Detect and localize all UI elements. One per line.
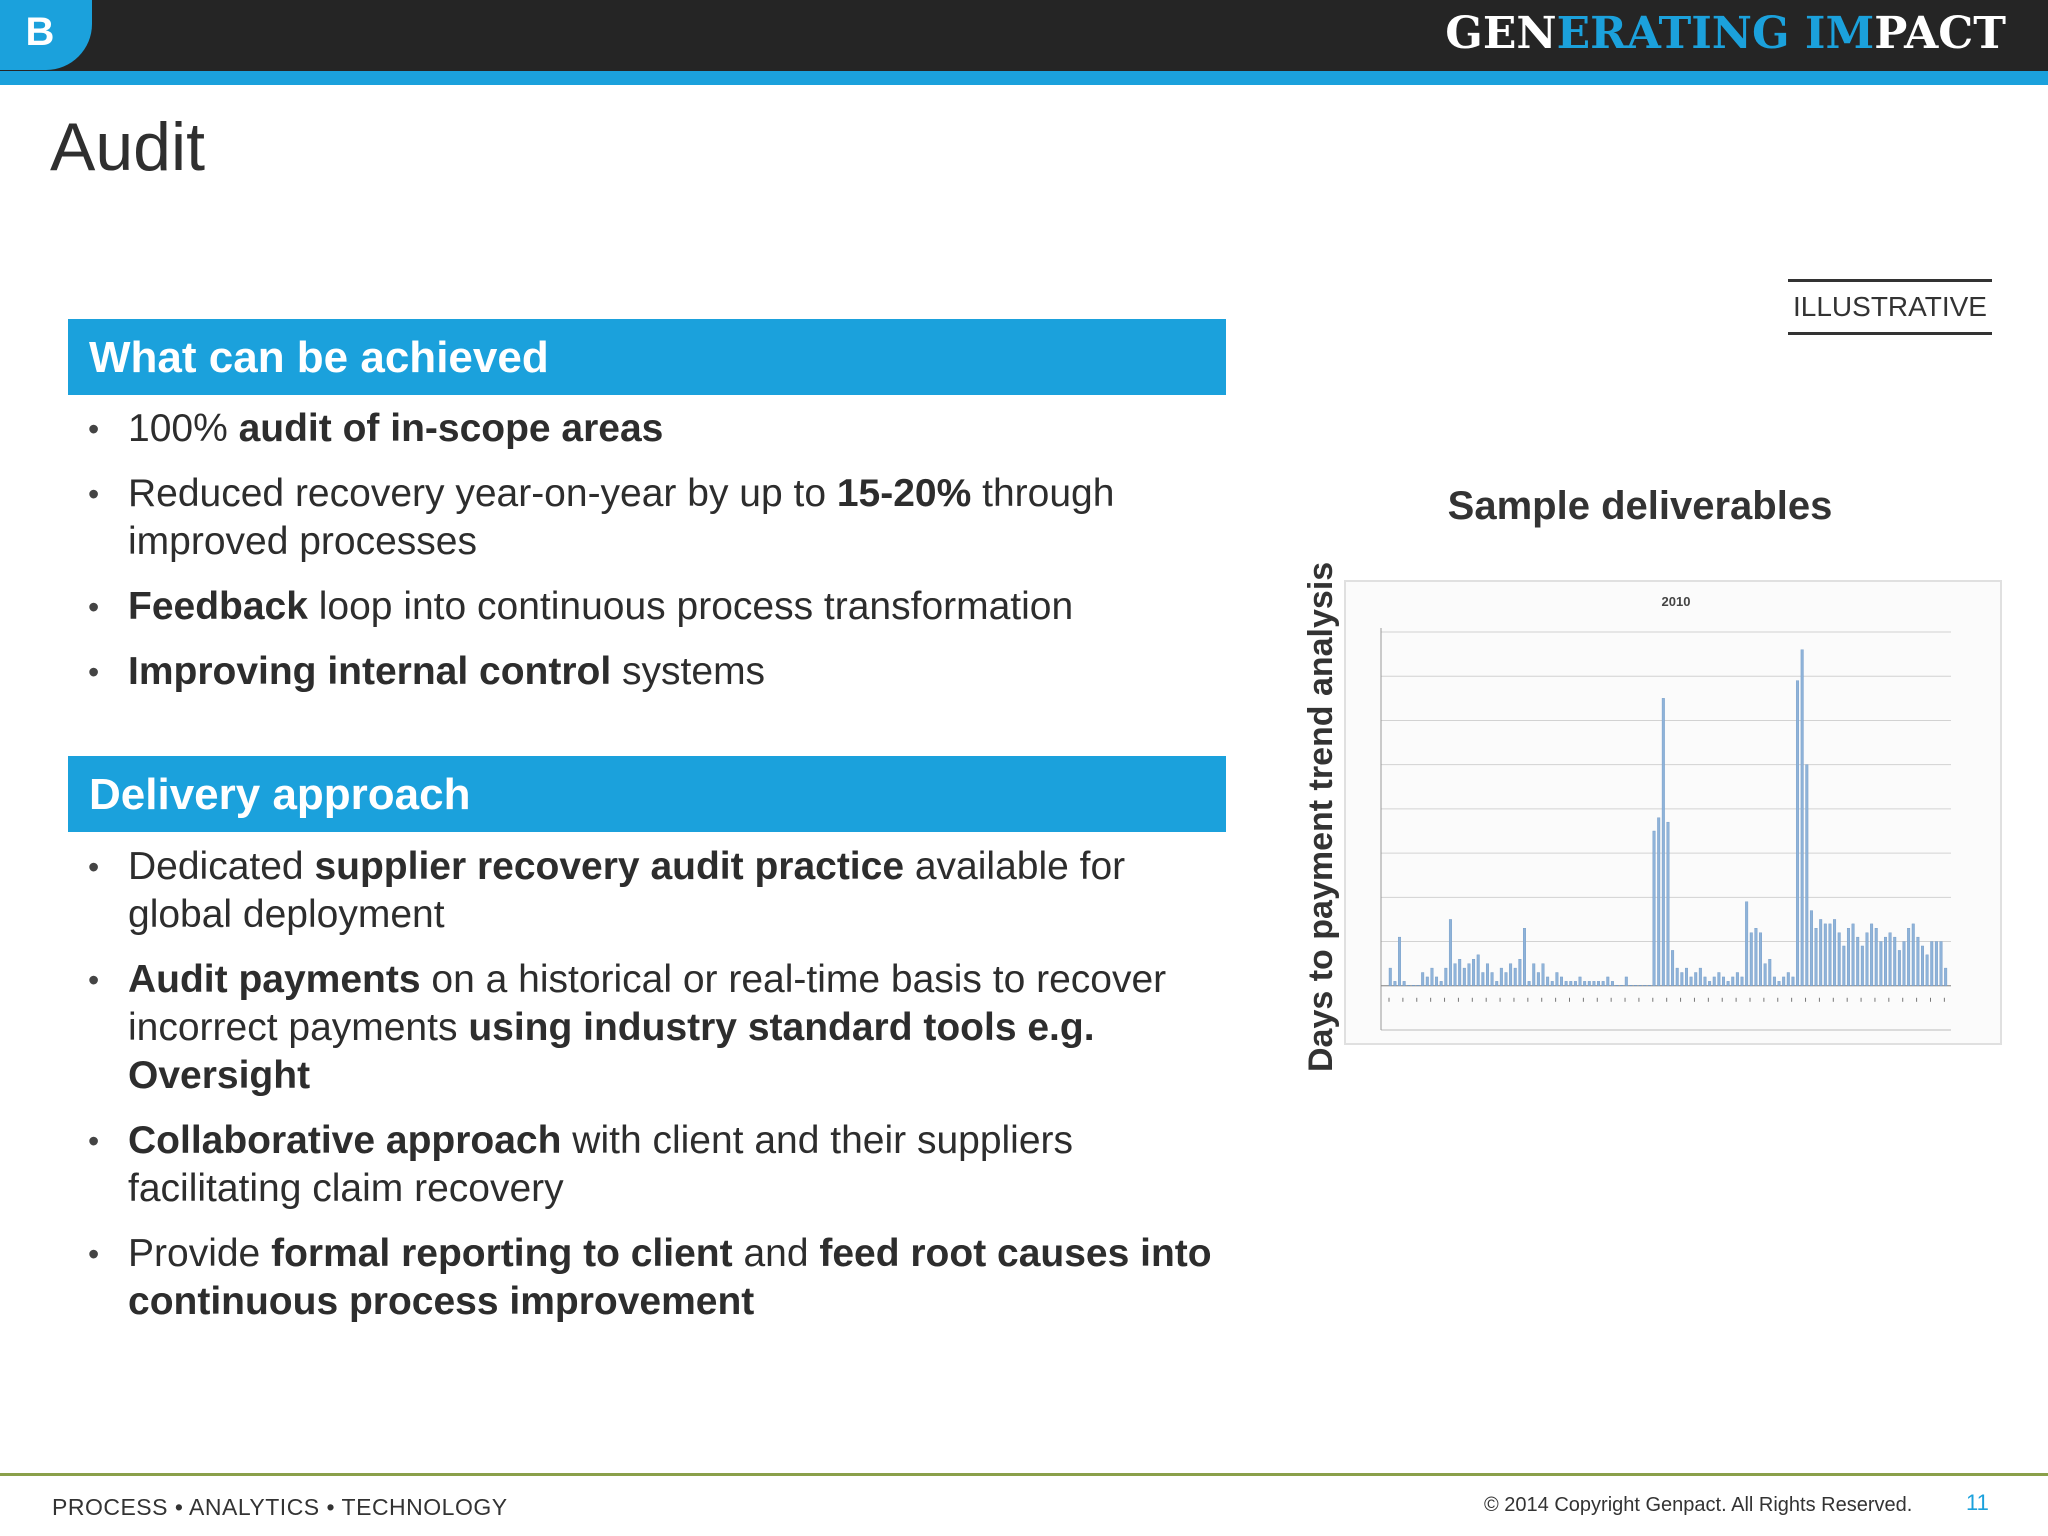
- chart-bar: [1884, 937, 1887, 986]
- bullet-item: [88, 843, 1238, 939]
- chart-bar: [1630, 985, 1633, 986]
- bullet-text: Dedicated: [128, 845, 315, 888]
- chart-bar: [1653, 831, 1656, 986]
- chart-bar: [1556, 973, 1559, 986]
- chart-bar: [1930, 942, 1933, 986]
- chart-bar: [1815, 928, 1818, 985]
- brand-logo-part: PACT: [1874, 8, 2006, 59]
- chart-bar: [1870, 924, 1873, 986]
- chart-bar: [1819, 919, 1822, 985]
- bullet-bold-text: Collaborative approach: [128, 1119, 562, 1162]
- chart-frame: [1344, 580, 2002, 1045]
- chart-bar: [1537, 973, 1540, 986]
- chart-bar: [1750, 933, 1753, 986]
- chart-bar: [1935, 942, 1938, 986]
- chart-bar: [1426, 977, 1429, 986]
- chart-bar: [1523, 928, 1526, 985]
- bullet-text: with client and their suppliers facilitating claim recovery: [128, 1119, 1074, 1210]
- chart-bar: [1801, 650, 1804, 986]
- footer-tagline: PROCESS • ANALYTICS • TECHNOLOGY: [52, 1494, 508, 1520]
- chart-bar: [1421, 973, 1424, 986]
- chart-bar: [1685, 968, 1688, 986]
- bullet-bold-text: formal reporting to client: [271, 1232, 733, 1275]
- bullet-item: [88, 583, 1238, 631]
- chart-bar: [1893, 937, 1896, 986]
- chart-bar: [1810, 911, 1813, 986]
- bullet-item: [88, 956, 1238, 1100]
- bullet-text: available for global deployment: [128, 845, 1126, 936]
- chart-y-axis-title: Days to payment trend analysis: [1302, 561, 1340, 1072]
- chart-bar: [1579, 977, 1582, 986]
- chart-bar: [1495, 981, 1498, 985]
- brand-logo: [1445, 8, 2006, 59]
- chart-bar: [1565, 981, 1568, 985]
- chart-bar: [1574, 981, 1577, 985]
- bullet-bold-text: feed root causes into continuous process improvement: [128, 1232, 1212, 1323]
- chart-bar: [1593, 981, 1596, 985]
- chart-bar: [1708, 981, 1711, 985]
- chart-bar: [1560, 977, 1563, 986]
- bullet-text: systems: [611, 650, 766, 693]
- chart-bar: [1838, 933, 1841, 986]
- chart-bar: [1898, 950, 1901, 985]
- chart-bar: [1861, 946, 1864, 986]
- chart-bar: [1519, 959, 1522, 986]
- chart-bar: [1588, 981, 1591, 985]
- achieved-list: [88, 405, 1238, 713]
- chart-bar: [1824, 924, 1827, 986]
- chart-bar: [1704, 977, 1707, 986]
- chart-bar: [1806, 765, 1809, 986]
- bullet-text: Reduced recovery year-on-year by up to: [128, 472, 837, 515]
- chart-bar: [1926, 955, 1929, 986]
- chart-bar: [1648, 985, 1651, 986]
- bullet-item: [88, 1117, 1238, 1213]
- chart-bar: [1847, 928, 1850, 985]
- chart-bar: [1856, 937, 1859, 986]
- bullet-bold-text: Feedback: [128, 585, 308, 628]
- chart-bar: [1912, 924, 1915, 986]
- bullet-bold-text: Audit payments: [128, 958, 421, 1001]
- chart-bar: [1889, 933, 1892, 986]
- chart-bar: [1607, 977, 1610, 986]
- chart-bar: [1875, 928, 1878, 985]
- chart-bar: [1852, 924, 1855, 986]
- section-badge-letter: B: [25, 9, 55, 54]
- bullet-bold-text: Improving internal control: [128, 650, 612, 693]
- chart-bar: [1440, 981, 1443, 985]
- bullet-text: on a historical or real-time basis to recover incorrect payments: [128, 958, 1167, 1049]
- chart-bar: [1597, 981, 1600, 985]
- brand-logo-part: GEN: [1445, 8, 1557, 59]
- chart-bar: [1616, 985, 1619, 986]
- chart-bar: [1769, 959, 1772, 986]
- chart-bar: [1468, 964, 1471, 986]
- chart-svg: [1346, 582, 2000, 1043]
- chart-bar: [1745, 902, 1748, 986]
- chart-bar: [1662, 698, 1665, 985]
- chart-bar: [1903, 942, 1906, 986]
- chart-bar: [1681, 973, 1684, 986]
- illustrative-tag: ILLUSTRATIVE: [1788, 279, 1992, 335]
- chart-bar: [1699, 968, 1702, 986]
- bullet-bold-text: using industry standard tools e.g. Oversight: [128, 1006, 1095, 1097]
- chart-bar: [1722, 977, 1725, 986]
- page-title: Audit: [50, 109, 205, 185]
- footer-copyright: © 2014 Copyright Genpact. All Rights Reserved.: [1484, 1494, 1913, 1516]
- bullet-item: [88, 648, 1238, 696]
- top-accent-line: [0, 71, 2048, 85]
- chart-bar: [1833, 919, 1836, 985]
- chart-bar: [1792, 977, 1795, 986]
- chart-bar: [1773, 977, 1776, 986]
- chart-bar: [1389, 968, 1392, 986]
- chart-bar: [1435, 977, 1438, 986]
- chart-bar: [1764, 964, 1767, 986]
- chart-bar: [1431, 968, 1434, 986]
- chart-bar: [1634, 985, 1637, 986]
- chart-bar: [1542, 964, 1545, 986]
- page-number: 11: [1966, 1490, 1989, 1515]
- chart-bar: [1944, 968, 1947, 986]
- bullet-text: loop into continuous process transformation: [307, 585, 1074, 628]
- chart-bar: [1583, 981, 1586, 985]
- chart-bar: [1458, 959, 1461, 986]
- chart-bar: [1671, 950, 1674, 985]
- chart-bar: [1796, 681, 1799, 986]
- chart-bar: [1690, 977, 1693, 986]
- achieved-heading: What can be achieved: [68, 319, 1226, 395]
- chart-bar: [1713, 977, 1716, 986]
- chart-bar: [1782, 977, 1785, 986]
- bullet-item: [88, 470, 1238, 566]
- brand-logo-part: IM: [1804, 8, 1875, 59]
- bullet-bold-text: audit of in-scope areas: [238, 407, 664, 450]
- bullet-item: [88, 1230, 1238, 1326]
- chart-bar: [1449, 919, 1452, 985]
- chart-bar: [1472, 959, 1475, 986]
- brand-logo-part: ERATING: [1556, 8, 1805, 59]
- chart-bar: [1398, 937, 1401, 986]
- chart-bar: [1602, 981, 1605, 985]
- bullet-text: Provide: [128, 1232, 272, 1275]
- chart-bar: [1528, 981, 1531, 985]
- chart-bar: [1625, 977, 1628, 986]
- chart-bar: [1532, 964, 1535, 986]
- chart-bar: [1486, 964, 1489, 986]
- chart-bar: [1694, 973, 1697, 986]
- chart-bar: [1755, 928, 1758, 985]
- chart-bar: [1463, 968, 1466, 986]
- chart-bar: [1736, 973, 1739, 986]
- chart-bar: [1491, 973, 1494, 986]
- chart-bar: [1509, 964, 1512, 986]
- chart-bar: [1408, 985, 1411, 986]
- chart-bar: [1829, 924, 1832, 986]
- chart-bar: [1657, 818, 1660, 986]
- bullet-bold-text: 15-20%: [836, 472, 972, 515]
- bullet-text: through improved processes: [128, 472, 1115, 563]
- bullet-bold-text: supplier recovery audit practice: [314, 845, 905, 888]
- chart-bar: [1741, 977, 1744, 986]
- footer-line: [0, 1473, 2048, 1476]
- chart-bar: [1639, 985, 1642, 986]
- chart-bar: [1412, 985, 1415, 986]
- chart-bar: [1731, 977, 1734, 986]
- bullet-text: and: [732, 1232, 820, 1275]
- chart-bar: [1477, 955, 1480, 986]
- chart-bar: [1445, 968, 1448, 986]
- chart-bar: [1940, 942, 1943, 986]
- chart-bar: [1880, 942, 1883, 986]
- chart-bar: [1866, 933, 1869, 986]
- chart-bar: [1787, 973, 1790, 986]
- chart-bar: [1718, 973, 1721, 986]
- chart-bar: [1505, 973, 1508, 986]
- chart-bar: [1778, 981, 1781, 985]
- bullet-text: 100%: [128, 407, 239, 450]
- delivery-list: [88, 843, 1238, 1343]
- chart-bar: [1676, 968, 1679, 986]
- chart-bar: [1514, 968, 1517, 986]
- chart-bar: [1500, 968, 1503, 986]
- sample-deliverables-heading: Sample deliverables: [1447, 484, 1833, 528]
- chart-bar: [1921, 946, 1924, 986]
- chart-bar: [1403, 981, 1406, 985]
- chart-bar: [1569, 981, 1572, 985]
- chart-bar: [1417, 985, 1420, 986]
- chart-bar: [1759, 933, 1762, 986]
- chart-bar: [1620, 985, 1623, 986]
- chart-bar: [1546, 977, 1549, 986]
- chart-bar: [1727, 981, 1730, 985]
- chart-bar: [1394, 981, 1397, 985]
- chart-title: 2010: [1661, 594, 1691, 609]
- chart-bar: [1667, 822, 1670, 986]
- chart-bar: [1454, 964, 1457, 986]
- chart-bar: [1482, 973, 1485, 986]
- delivery-heading: Delivery approach: [68, 756, 1226, 832]
- chart-bar: [1843, 946, 1846, 986]
- chart-bar: [1907, 928, 1910, 985]
- chart-bar: [1611, 981, 1614, 985]
- chart-bar: [1551, 981, 1554, 985]
- chart-bar: [1644, 985, 1647, 986]
- chart-bar: [1917, 937, 1920, 986]
- bullet-item: [88, 405, 1238, 453]
